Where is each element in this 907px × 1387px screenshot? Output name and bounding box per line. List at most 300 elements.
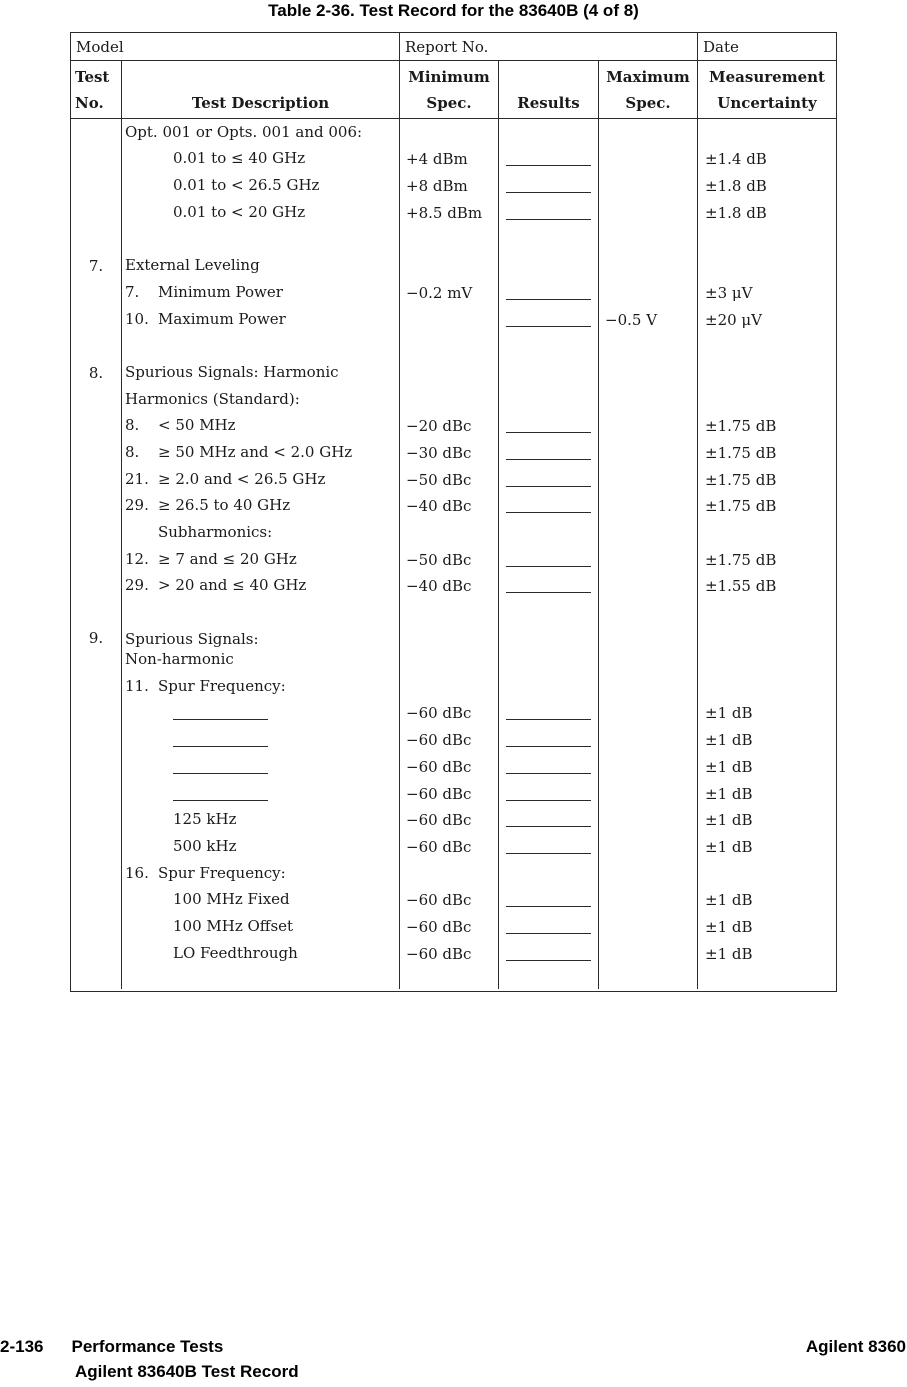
table-row bbox=[71, 413, 836, 440]
min-spec-cell: −60 dBc bbox=[406, 704, 472, 723]
min-spec-cell: −30 dBc bbox=[406, 443, 472, 462]
results-blank-line bbox=[506, 800, 591, 801]
max-spec-cell bbox=[598, 807, 697, 834]
description-label: ≥ 50 MHz and < 2.0 GHz bbox=[158, 442, 353, 461]
results-cell bbox=[498, 172, 598, 199]
max-spec-cell bbox=[598, 940, 697, 967]
min-spec-cell bbox=[399, 306, 498, 333]
table-row bbox=[71, 279, 836, 306]
uncertainty-cell: ±1.4 dB bbox=[705, 150, 767, 169]
description-cell bbox=[121, 546, 399, 573]
test-no-cell bbox=[71, 833, 121, 860]
table-row bbox=[71, 146, 836, 173]
results-cell bbox=[498, 780, 598, 807]
max-spec-cell bbox=[598, 913, 697, 940]
test-no-cell: 8. bbox=[88, 363, 104, 382]
results-blank-line bbox=[506, 592, 591, 593]
min-spec-cell: +4 dBm bbox=[406, 150, 468, 169]
test-no-cell bbox=[71, 726, 121, 753]
test-no-cell bbox=[71, 860, 121, 887]
min-spec-cell: −60 dBc bbox=[406, 811, 472, 830]
max-spec-cell: −0.5 V bbox=[605, 310, 658, 329]
test-no-cell bbox=[71, 519, 121, 546]
item-number: 8. bbox=[125, 416, 140, 435]
description-cell bbox=[121, 279, 399, 306]
table-row bbox=[71, 199, 836, 226]
results-cell bbox=[498, 252, 598, 279]
description-label: 500 kHz bbox=[173, 836, 237, 855]
table-row bbox=[71, 626, 836, 673]
results-blank-line bbox=[506, 165, 591, 166]
item-number: 10. bbox=[125, 309, 149, 328]
report-no-label: Report No. bbox=[399, 33, 697, 60]
results-cell bbox=[498, 546, 598, 573]
test-no-cell bbox=[71, 807, 121, 834]
page-footer bbox=[0, 1337, 907, 1382]
table-spacer-row bbox=[71, 333, 836, 360]
results-cell bbox=[498, 887, 598, 914]
results-cell bbox=[498, 913, 598, 940]
description-label: Spurious Signals: Harmonic bbox=[125, 362, 339, 381]
table-row bbox=[71, 726, 836, 753]
min-spec-cell bbox=[399, 673, 498, 700]
uncertainty-cell bbox=[697, 119, 836, 146]
description-text bbox=[173, 809, 399, 829]
max-spec-cell bbox=[598, 573, 697, 600]
description-cell bbox=[121, 807, 399, 834]
item-number: 29. bbox=[125, 496, 149, 515]
results-blank-line bbox=[506, 512, 591, 513]
min-spec-cell: +8.5 dBm bbox=[406, 203, 483, 222]
description-text bbox=[125, 629, 399, 649]
max-spec-cell bbox=[598, 673, 697, 700]
min-spec-cell bbox=[399, 626, 498, 673]
max-spec-cell bbox=[598, 439, 697, 466]
col-header-maximum-spec bbox=[598, 61, 697, 118]
description-cell bbox=[121, 887, 399, 914]
results-blank-line bbox=[506, 459, 591, 460]
uncertainty-cell bbox=[697, 626, 836, 673]
description-cell bbox=[121, 146, 399, 173]
description-label: ≥ 7 and ≤ 20 GHz bbox=[158, 549, 297, 568]
min-spec-cell: −60 dBc bbox=[406, 944, 472, 963]
description-cell bbox=[121, 519, 399, 546]
description-label: 0.01 to ≤ 40 GHz bbox=[173, 149, 306, 168]
item-number: 21. bbox=[125, 469, 149, 488]
table-row bbox=[71, 887, 836, 914]
uncertainty-cell: ±1.8 dB bbox=[705, 177, 767, 196]
col-header-measurement: Measurement bbox=[709, 68, 825, 86]
description-text bbox=[125, 122, 399, 142]
results-blank-line bbox=[506, 906, 591, 907]
description-text bbox=[125, 255, 399, 275]
max-spec-cell bbox=[598, 252, 697, 279]
table-spacer-row bbox=[71, 599, 836, 626]
test-no-cell: 7. bbox=[88, 257, 104, 276]
results-cell bbox=[498, 599, 598, 626]
col-header-no: No. bbox=[75, 94, 104, 112]
description-text bbox=[173, 916, 399, 936]
test-no-cell bbox=[71, 199, 121, 226]
table-row bbox=[71, 700, 836, 727]
uncertainty-cell: ±1 dB bbox=[705, 731, 753, 750]
results-blank-line bbox=[506, 299, 591, 300]
table-header-row bbox=[71, 61, 836, 119]
test-no-cell bbox=[71, 673, 121, 700]
description-text bbox=[125, 389, 399, 409]
col-header-description bbox=[121, 61, 399, 118]
results-blank-line bbox=[506, 719, 591, 720]
max-spec-cell bbox=[598, 359, 697, 386]
uncertainty-cell bbox=[697, 359, 836, 386]
results-blank-line bbox=[506, 773, 591, 774]
description-cell bbox=[121, 226, 399, 253]
results-cell bbox=[498, 940, 598, 967]
uncertainty-cell bbox=[697, 599, 836, 626]
description-label: 100 MHz Fixed bbox=[173, 890, 290, 909]
uncertainty-cell bbox=[697, 252, 836, 279]
description-label: LO Feedthrough bbox=[173, 943, 298, 962]
description-text bbox=[125, 495, 399, 515]
description-blank-line bbox=[173, 719, 268, 720]
description-label: Harmonics (Standard): bbox=[125, 389, 300, 408]
max-spec-cell bbox=[598, 860, 697, 887]
test-no-cell bbox=[71, 306, 121, 333]
test-record-table bbox=[70, 32, 837, 992]
table-row bbox=[71, 546, 836, 573]
min-spec-cell: −60 dBc bbox=[406, 837, 472, 856]
description-cell bbox=[121, 493, 399, 520]
max-spec-cell bbox=[598, 887, 697, 914]
uncertainty-cell: ±3 μV bbox=[705, 283, 753, 302]
description-label: Spur Frequency: bbox=[158, 863, 286, 882]
description-text bbox=[173, 889, 399, 909]
max-spec-cell bbox=[598, 519, 697, 546]
table-row bbox=[71, 466, 836, 493]
results-blank-line bbox=[506, 960, 591, 961]
test-no-cell bbox=[71, 386, 121, 413]
min-spec-cell: −60 dBc bbox=[406, 731, 472, 750]
description-text bbox=[173, 836, 399, 856]
uncertainty-cell bbox=[697, 860, 836, 887]
results-blank-line bbox=[506, 219, 591, 220]
description-label: 0.01 to < 20 GHz bbox=[173, 202, 306, 221]
results-blank-line bbox=[506, 326, 591, 327]
results-cell bbox=[498, 466, 598, 493]
footer-section: Performance Tests bbox=[71, 1337, 224, 1356]
min-spec-cell: −60 dBc bbox=[406, 917, 472, 936]
min-spec-cell: −60 dBc bbox=[406, 891, 472, 910]
min-spec-cell: −20 dBc bbox=[406, 417, 472, 436]
table-row bbox=[71, 833, 836, 860]
uncertainty-cell bbox=[697, 673, 836, 700]
uncertainty-cell: ±20 μV bbox=[705, 310, 763, 329]
uncertainty-cell: ±1.75 dB bbox=[705, 470, 777, 489]
col-header-minimum: Minimum bbox=[408, 68, 490, 86]
table-row bbox=[71, 386, 836, 413]
test-no-cell bbox=[71, 226, 121, 253]
col-header-maximum: Maximum bbox=[606, 68, 690, 86]
max-spec-cell bbox=[598, 780, 697, 807]
min-spec-cell: −40 dBc bbox=[406, 577, 472, 596]
uncertainty-cell: ±1 dB bbox=[705, 837, 753, 856]
results-cell bbox=[498, 439, 598, 466]
uncertainty-cell: ±1 dB bbox=[705, 917, 753, 936]
item-number: 16. bbox=[125, 863, 149, 882]
item-number: 11. bbox=[125, 676, 149, 695]
description-cell bbox=[121, 599, 399, 626]
description-cell bbox=[121, 700, 399, 727]
description-blank-line bbox=[173, 746, 268, 747]
uncertainty-cell: ±1.8 dB bbox=[705, 203, 767, 222]
min-spec-cell: −60 dBc bbox=[406, 757, 472, 776]
description-cell bbox=[121, 860, 399, 887]
description-text bbox=[158, 522, 399, 542]
description-cell bbox=[121, 439, 399, 466]
table-row bbox=[71, 493, 836, 520]
col-header-max-spec: Spec. bbox=[625, 94, 671, 112]
min-spec-cell bbox=[399, 119, 498, 146]
table-row bbox=[71, 439, 836, 466]
uncertainty-cell: ±1.75 dB bbox=[705, 497, 777, 516]
table-row bbox=[71, 252, 836, 279]
test-no-cell bbox=[71, 887, 121, 914]
max-spec-cell bbox=[598, 333, 697, 360]
max-spec-cell bbox=[598, 833, 697, 860]
table-row bbox=[71, 359, 836, 386]
uncertainty-cell bbox=[697, 333, 836, 360]
results-blank-line bbox=[506, 486, 591, 487]
min-spec-cell: −50 dBc bbox=[406, 470, 472, 489]
max-spec-cell bbox=[598, 146, 697, 173]
description-text bbox=[125, 362, 399, 382]
page-number: 2-136 bbox=[0, 1337, 44, 1356]
description-label: Maximum Power bbox=[158, 309, 286, 328]
description-label: Minimum Power bbox=[158, 282, 283, 301]
results-blank-line bbox=[506, 826, 591, 827]
results-cell bbox=[498, 726, 598, 753]
table-info-row bbox=[71, 33, 836, 61]
uncertainty-cell: ±1.55 dB bbox=[705, 577, 777, 596]
max-spec-cell bbox=[598, 546, 697, 573]
max-spec-cell bbox=[598, 493, 697, 520]
results-blank-line bbox=[506, 566, 591, 567]
test-no-cell bbox=[71, 333, 121, 360]
table-row bbox=[71, 519, 836, 546]
col-header-results bbox=[498, 61, 598, 118]
results-cell bbox=[498, 306, 598, 333]
description-cell bbox=[121, 780, 399, 807]
max-spec-cell bbox=[598, 626, 697, 673]
description-label: Subharmonics: bbox=[158, 523, 273, 541]
results-cell bbox=[498, 146, 598, 173]
uncertainty-cell: ±1 dB bbox=[705, 944, 753, 963]
col-header-measurement-uncertainty bbox=[697, 61, 836, 118]
table-row bbox=[71, 573, 836, 600]
description-text bbox=[173, 202, 399, 222]
item-number: 29. bbox=[125, 576, 149, 595]
table-row bbox=[71, 780, 836, 807]
test-no-cell bbox=[71, 700, 121, 727]
min-spec-cell bbox=[399, 359, 498, 386]
uncertainty-cell bbox=[697, 519, 836, 546]
results-cell bbox=[498, 226, 598, 253]
footer-right: Agilent 8360 bbox=[805, 1337, 906, 1356]
table-row bbox=[71, 860, 836, 887]
max-spec-cell bbox=[598, 172, 697, 199]
test-no-cell bbox=[71, 599, 121, 626]
test-no-cell bbox=[71, 940, 121, 967]
model-label: Model bbox=[76, 37, 124, 56]
min-spec-cell bbox=[399, 519, 498, 546]
table-row bbox=[71, 753, 836, 780]
max-spec-cell bbox=[598, 119, 697, 146]
description-label: 125 kHz bbox=[173, 810, 237, 829]
description-cell bbox=[121, 333, 399, 360]
results-cell bbox=[498, 626, 598, 673]
page-title: Table 2-36. Test Record for the 83640B (4 of 8) bbox=[268, 1, 639, 20]
results-cell bbox=[498, 519, 598, 546]
uncertainty-cell: ±1.75 dB bbox=[705, 417, 777, 436]
description-label: ≥ 2.0 and < 26.5 GHz bbox=[158, 469, 326, 488]
max-spec-cell bbox=[598, 199, 697, 226]
min-spec-cell: −60 dBc bbox=[406, 784, 472, 803]
results-blank-line bbox=[506, 853, 591, 854]
footer-line1 bbox=[0, 1337, 907, 1357]
results-blank-line bbox=[506, 192, 591, 193]
description-cell bbox=[121, 306, 399, 333]
results-cell bbox=[498, 333, 598, 360]
description-cell bbox=[121, 199, 399, 226]
table-row bbox=[71, 306, 836, 333]
description-cell bbox=[121, 913, 399, 940]
description-cell bbox=[121, 833, 399, 860]
column-divider bbox=[121, 119, 122, 989]
description-cell bbox=[121, 359, 399, 386]
description-blank-line bbox=[173, 773, 268, 774]
description-cell bbox=[121, 673, 399, 700]
col-header-minimum-spec bbox=[399, 61, 498, 118]
description-text bbox=[173, 943, 399, 963]
min-spec-cell bbox=[399, 860, 498, 887]
table-row bbox=[71, 807, 836, 834]
uncertainty-cell bbox=[697, 226, 836, 253]
item-number: 12. bbox=[125, 549, 149, 568]
min-spec-cell bbox=[399, 333, 498, 360]
results-cell bbox=[498, 359, 598, 386]
table-row bbox=[71, 673, 836, 700]
col-header-test-no bbox=[71, 61, 121, 118]
column-divider bbox=[598, 119, 599, 989]
description-text bbox=[125, 575, 399, 595]
results-cell bbox=[498, 753, 598, 780]
description-text bbox=[173, 148, 399, 168]
description-label: < 50 MHz bbox=[158, 416, 236, 435]
description-cell bbox=[121, 626, 399, 673]
column-divider bbox=[498, 119, 499, 989]
uncertainty-cell bbox=[697, 386, 836, 413]
description-cell bbox=[121, 726, 399, 753]
min-spec-cell bbox=[399, 226, 498, 253]
description-label: 100 MHz Offset bbox=[173, 916, 294, 935]
description-blank-line bbox=[173, 800, 268, 801]
description-cell bbox=[121, 413, 399, 440]
description-text bbox=[125, 415, 399, 435]
description-text-line2: Non-harmonic bbox=[125, 650, 234, 669]
description-text bbox=[125, 309, 399, 329]
results-cell bbox=[498, 860, 598, 887]
results-blank-line bbox=[506, 933, 591, 934]
description-cell bbox=[121, 386, 399, 413]
max-spec-cell bbox=[598, 700, 697, 727]
item-number: 8. bbox=[125, 442, 140, 461]
uncertainty-cell: ±1 dB bbox=[705, 784, 753, 803]
min-spec-cell bbox=[399, 252, 498, 279]
results-cell bbox=[498, 807, 598, 834]
results-cell bbox=[498, 673, 598, 700]
results-cell bbox=[498, 833, 598, 860]
uncertainty-cell: ±1 dB bbox=[705, 704, 753, 723]
min-spec-cell: −40 dBc bbox=[406, 497, 472, 516]
test-no-cell bbox=[71, 172, 121, 199]
column-divider bbox=[697, 119, 698, 989]
description-cell bbox=[121, 172, 399, 199]
test-no-cell bbox=[71, 493, 121, 520]
description-label: Opt. 001 or Opts. 001 and 006: bbox=[125, 122, 363, 141]
test-no-cell bbox=[71, 780, 121, 807]
test-no-cell bbox=[71, 119, 121, 146]
description-label: Spur Frequency: bbox=[158, 676, 286, 695]
col-header-test: Test bbox=[75, 68, 110, 86]
max-spec-cell bbox=[598, 386, 697, 413]
table-row bbox=[71, 172, 836, 199]
col-header-description-label: Test Description bbox=[191, 94, 330, 112]
test-no-cell bbox=[71, 439, 121, 466]
description-cell bbox=[121, 119, 399, 146]
min-spec-cell bbox=[399, 386, 498, 413]
test-no-cell bbox=[71, 753, 121, 780]
description-text bbox=[125, 863, 399, 883]
results-cell bbox=[498, 199, 598, 226]
results-cell bbox=[498, 700, 598, 727]
test-no-cell bbox=[71, 279, 121, 306]
test-no-cell bbox=[71, 573, 121, 600]
results-blank-line bbox=[506, 432, 591, 433]
col-header-uncertainty: Uncertainty bbox=[717, 94, 817, 112]
description-cell bbox=[121, 940, 399, 967]
max-spec-cell bbox=[598, 599, 697, 626]
uncertainty-cell: ±1 dB bbox=[705, 891, 753, 910]
table-row bbox=[71, 119, 836, 146]
max-spec-cell bbox=[598, 726, 697, 753]
item-number: 7. bbox=[125, 282, 140, 301]
test-no-cell bbox=[71, 546, 121, 573]
max-spec-cell bbox=[598, 226, 697, 253]
description-label: Spurious Signals: bbox=[125, 630, 259, 649]
max-spec-cell bbox=[598, 466, 697, 493]
min-spec-cell: −0.2 mV bbox=[406, 283, 473, 302]
table-spacer-row bbox=[71, 226, 836, 253]
table-body bbox=[71, 119, 836, 989]
description-text bbox=[125, 442, 399, 462]
description-label: External Leveling bbox=[125, 256, 260, 275]
description-cell bbox=[121, 252, 399, 279]
description-label: ≥ 26.5 to 40 GHz bbox=[158, 496, 291, 515]
test-no-cell: 9. bbox=[88, 629, 104, 648]
test-no-cell bbox=[71, 913, 121, 940]
col-header-results-label: Results bbox=[517, 94, 580, 112]
min-spec-cell bbox=[399, 599, 498, 626]
